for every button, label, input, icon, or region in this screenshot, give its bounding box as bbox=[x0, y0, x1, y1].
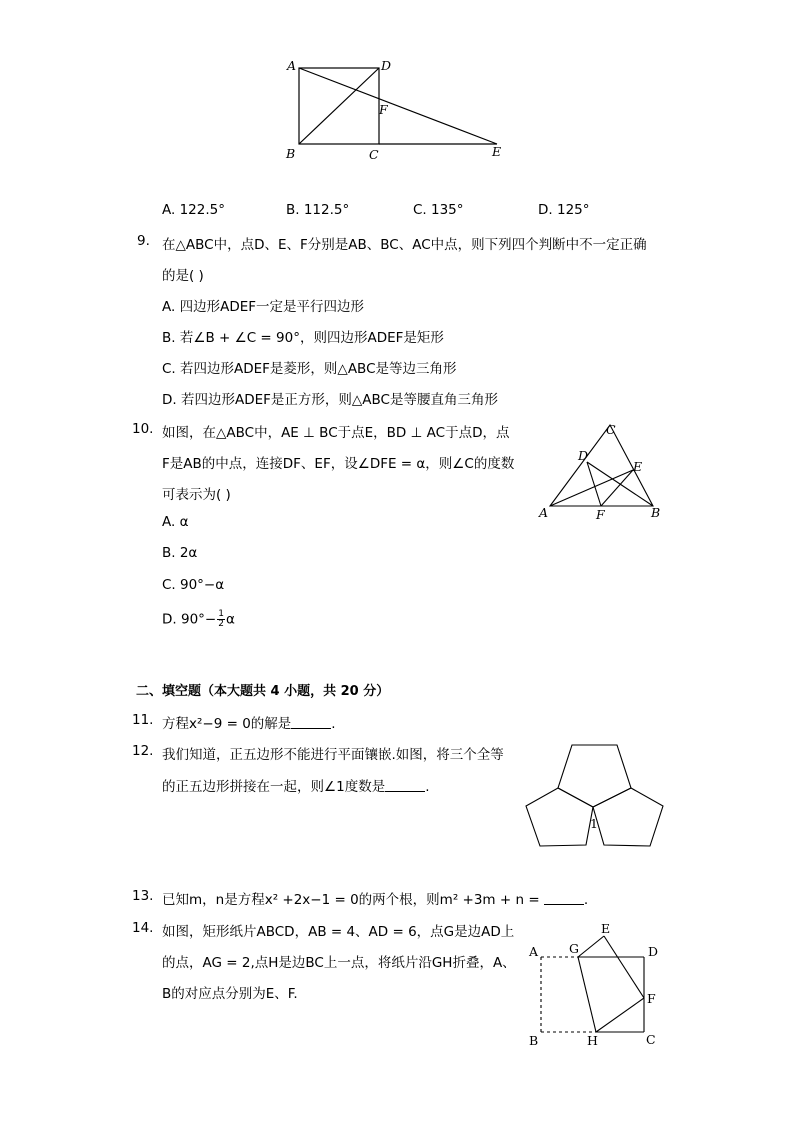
diagonal-bd bbox=[299, 68, 379, 144]
pentagon-left bbox=[526, 788, 593, 846]
fraction-half bbox=[217, 610, 225, 629]
pentagon-right bbox=[593, 788, 663, 846]
q12-line1: 我们知道，正五边形不能进行平面镶嵌.如图，将三个全等 bbox=[162, 747, 504, 763]
label-b: B bbox=[286, 146, 296, 161]
q12-answer-blank[interactable] bbox=[385, 779, 425, 792]
q13-text bbox=[162, 888, 588, 908]
q11-text bbox=[162, 712, 336, 732]
q10-option-d-prefix: D. 90°− bbox=[162, 611, 217, 628]
label-b: B bbox=[529, 1033, 539, 1048]
label-a: A bbox=[539, 505, 549, 520]
q11-number: 11. bbox=[132, 712, 154, 728]
q14-line1: 如图，矩形纸片ABCD，AB = 4、AD = 6，点G是边AD上 bbox=[162, 924, 515, 940]
segment-ge bbox=[578, 936, 604, 957]
q14-line2: 的点，AG = 2,点H是边BC上一点，将纸片沿GH折叠，A、 bbox=[162, 955, 516, 971]
label-d: D bbox=[648, 944, 659, 959]
label-c: C bbox=[646, 1032, 656, 1047]
q9-option-a[interactable]: A. 四边形ADEF一定是平行四边形 bbox=[162, 299, 365, 315]
pentagon-top bbox=[558, 745, 631, 807]
q10-line3: 可表示为( ) bbox=[162, 487, 231, 503]
q10-option-b[interactable]: B. 2α bbox=[162, 545, 198, 561]
label-d: D bbox=[381, 58, 392, 73]
q9-option-b[interactable]: B. 若∠B + ∠C = 90°，则四边形ADEF是矩形 bbox=[162, 330, 444, 346]
q10-option-c[interactable]: C. 90°−α bbox=[162, 577, 225, 593]
q11-stem: 方程x²−9 = 0的解是 bbox=[162, 716, 292, 732]
label-f: F bbox=[379, 102, 388, 117]
label-d: D bbox=[578, 448, 589, 463]
q12-figure bbox=[520, 740, 670, 852]
q13-number: 13. bbox=[132, 888, 154, 904]
q10-line1: 如图，在△ABC中，AE ⊥ BC于点E，BD ⊥ AC于点D，点 bbox=[162, 425, 510, 441]
q10-line2: F是AB的中点，连接DF、EF，设∠DFE = α，则∠C的度数 bbox=[162, 456, 515, 472]
q11-period: . bbox=[331, 716, 336, 732]
segment-fh bbox=[596, 998, 644, 1032]
label-b: B bbox=[651, 505, 661, 520]
line-df bbox=[587, 462, 601, 506]
q12-period: . bbox=[425, 779, 430, 795]
q14-number: 14. bbox=[132, 920, 154, 936]
q9-option-c[interactable]: C. 若四边形ADEF是菱形，则△ABC是等边三角形 bbox=[162, 361, 457, 377]
section-heading: 二、填空题（本大题共 4 小题，共 20 分） bbox=[136, 684, 390, 699]
q10-figure bbox=[533, 418, 668, 526]
q10-number: 10. bbox=[132, 421, 154, 437]
q9-stem-line2: 的是( ) bbox=[162, 268, 204, 284]
q9-number: 9. bbox=[137, 233, 150, 249]
q9-stem-line1: 在△ABC中，点D、E、F分别是AB、BC、AC中点，则下列四个判断中不一定正确 bbox=[162, 237, 647, 253]
label-e: E bbox=[492, 144, 502, 159]
q10-option-a[interactable]: A. α bbox=[162, 514, 189, 530]
fraction-numerator: 1 bbox=[218, 609, 224, 619]
line-ae bbox=[299, 68, 497, 144]
q8-option-c[interactable]: C. 135° bbox=[413, 202, 464, 218]
label-c: C bbox=[606, 422, 616, 437]
q11-answer-blank[interactable] bbox=[291, 716, 331, 729]
segment-ef bbox=[604, 936, 644, 998]
q8-figure bbox=[280, 55, 520, 165]
q13-period: . bbox=[583, 892, 589, 908]
q14-line3: B的对应点分别为E、F. bbox=[162, 986, 298, 1002]
label-e: E bbox=[633, 459, 643, 474]
q10-option-d[interactable] bbox=[162, 610, 235, 629]
label-c: C bbox=[369, 147, 379, 162]
q12-stem: 的正五边形拼接在一起，则∠1度数是 bbox=[162, 779, 386, 795]
q8-option-d[interactable]: D. 125° bbox=[538, 202, 590, 218]
q12-line2 bbox=[162, 775, 430, 795]
fraction-denominator: 2 bbox=[218, 619, 224, 629]
q9-option-d[interactable]: D. 若四边形ADEF是正方形，则△ABC是等腰直角三角形 bbox=[162, 392, 498, 408]
q12-number: 12. bbox=[132, 743, 154, 759]
label-a: A bbox=[529, 944, 539, 959]
fold-line-gh bbox=[578, 957, 596, 1032]
label-g: G bbox=[569, 941, 579, 956]
label-e: E bbox=[601, 921, 611, 936]
line-ef bbox=[601, 470, 633, 506]
q8-option-a[interactable]: A. 122.5° bbox=[162, 202, 225, 218]
angle-1-label: 1 bbox=[590, 816, 598, 831]
q8-option-b[interactable]: B. 112.5° bbox=[286, 202, 350, 218]
label-h: H bbox=[587, 1033, 598, 1048]
label-f: F bbox=[596, 507, 605, 522]
q10-option-d-suffix: α bbox=[225, 611, 235, 628]
q13-stem: 已知m，n是方程x² +2x−1 = 0的两个根，则m² +3m + n = bbox=[162, 892, 544, 908]
q13-answer-blank[interactable] bbox=[544, 892, 584, 905]
label-f: F bbox=[647, 991, 656, 1006]
label-a: A bbox=[287, 58, 297, 73]
q14-figure bbox=[524, 918, 674, 1050]
